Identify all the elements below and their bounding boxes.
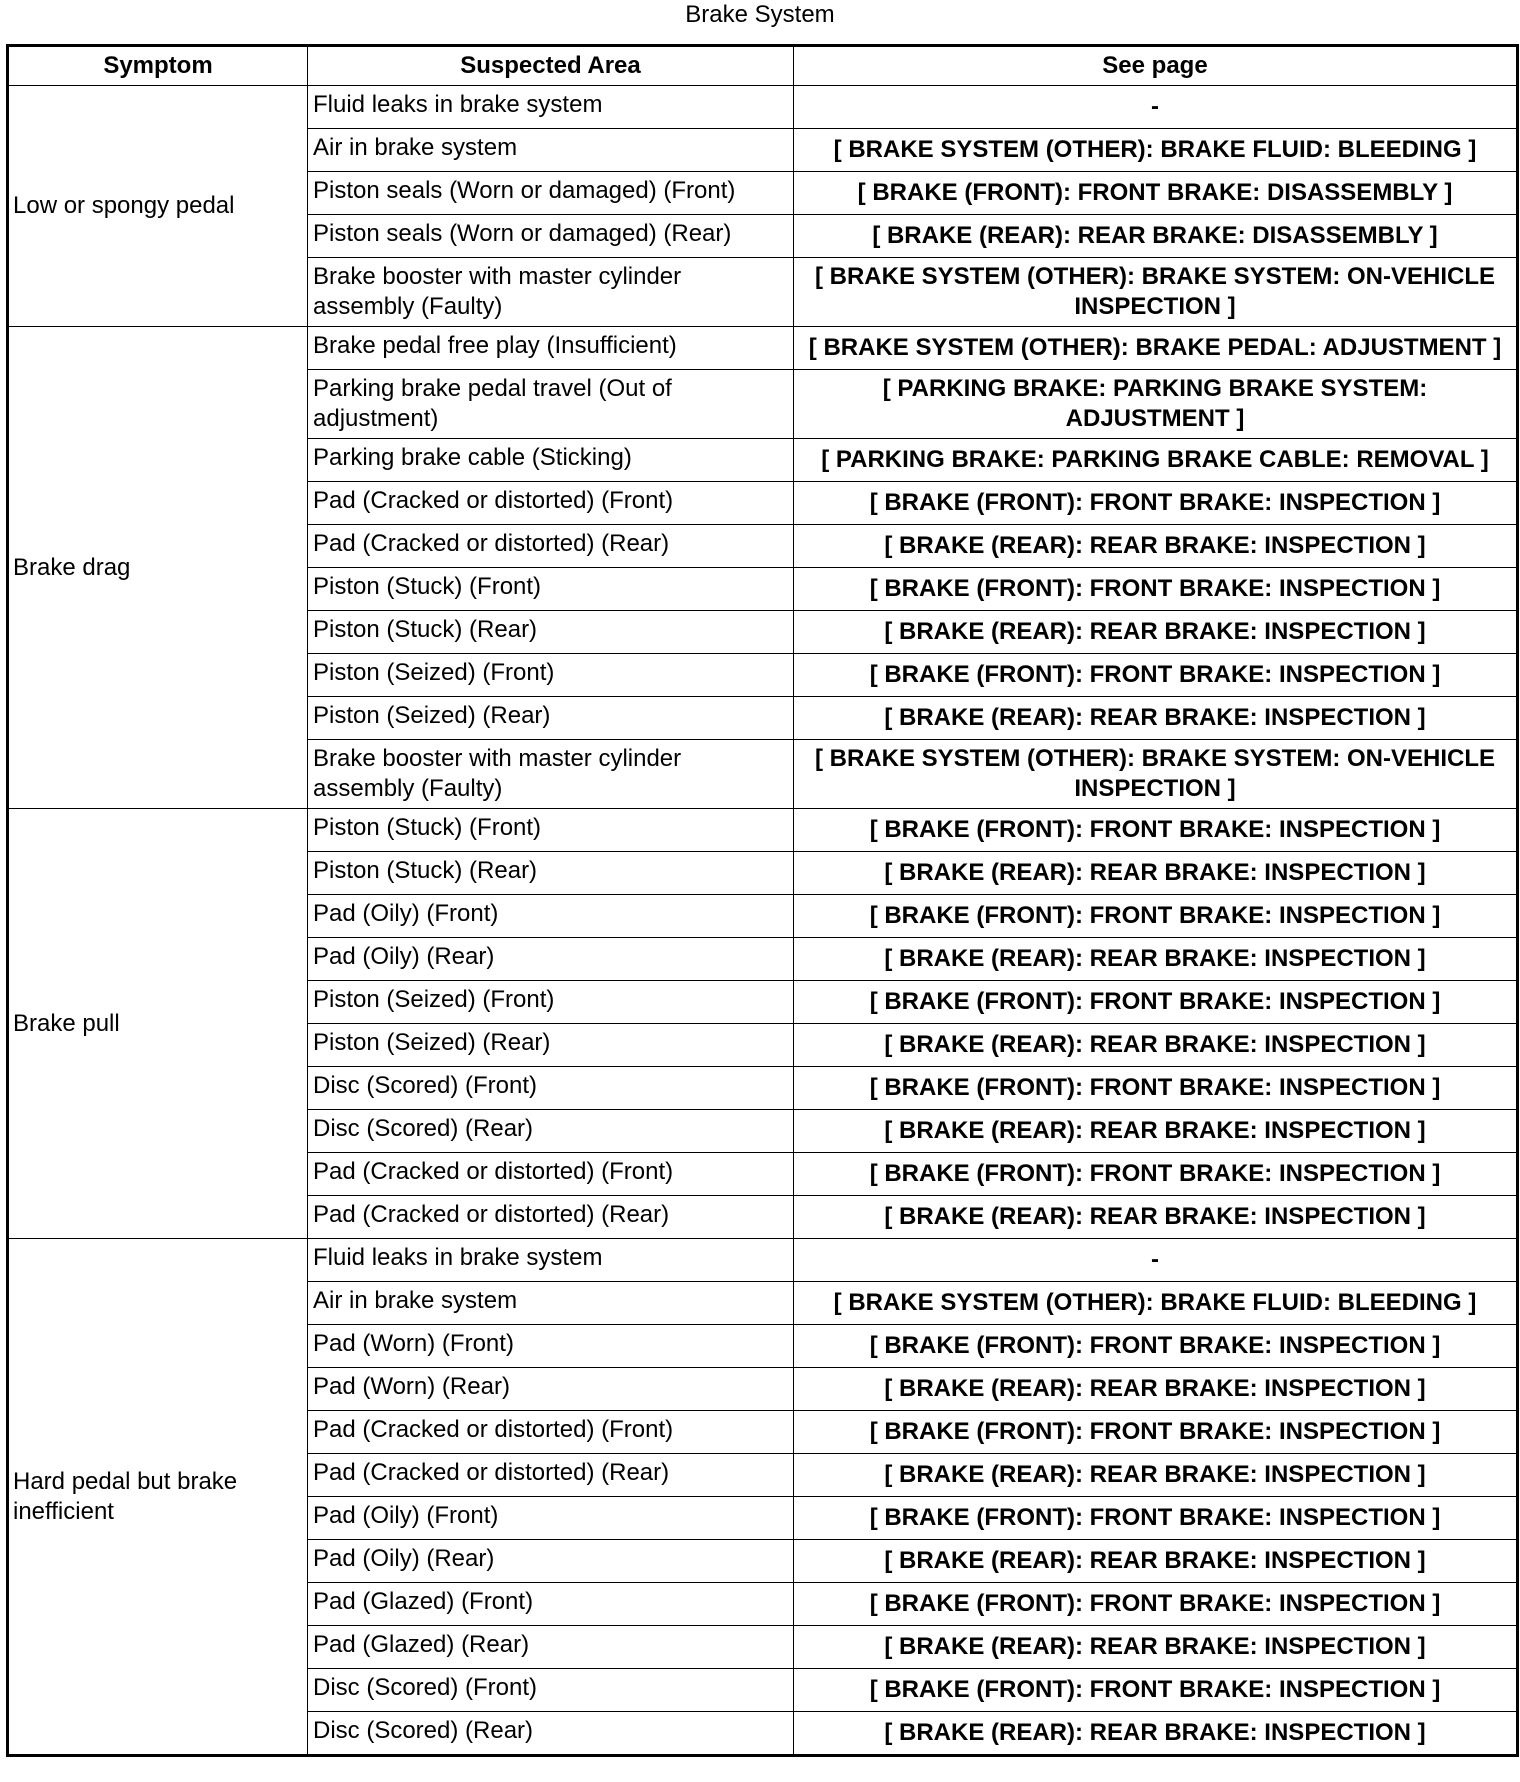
see-page-cell: [ BRAKE (FRONT): FRONT BRAKE: INSPECTION ] xyxy=(794,482,1518,525)
see-page-cell: [ BRAKE (FRONT): FRONT BRAKE: INSPECTION ] xyxy=(794,1669,1518,1712)
suspected-area-cell: Pad (Oily) (Front) xyxy=(308,895,794,938)
symptom-cell: Brake drag xyxy=(8,327,308,809)
suspected-area-cell: Disc (Scored) (Front) xyxy=(308,1067,794,1110)
symptom-cell: Brake pull xyxy=(8,809,308,1239)
see-page-cell: [ BRAKE SYSTEM (OTHER): BRAKE FLUID: BLEEDING ] xyxy=(794,1282,1518,1325)
see-page-cell: [ BRAKE (FRONT): FRONT BRAKE: DISASSEMBLY ] xyxy=(794,172,1518,215)
table-row xyxy=(8,86,1518,129)
see-page-cell: [ BRAKE (REAR): REAR BRAKE: INSPECTION ] xyxy=(794,1454,1518,1497)
see-page-cell: [ BRAKE SYSTEM (OTHER): BRAKE PEDAL: ADJUSTMENT ] xyxy=(794,327,1518,370)
suspected-area-cell: Air in brake system xyxy=(308,1282,794,1325)
see-page-cell: [ BRAKE (REAR): REAR BRAKE: DISASSEMBLY ] xyxy=(794,215,1518,258)
see-page-cell: [ BRAKE (REAR): REAR BRAKE: INSPECTION ] xyxy=(794,1024,1518,1067)
see-page-cell: [ BRAKE (FRONT): FRONT BRAKE: INSPECTION ] xyxy=(794,1583,1518,1626)
see-page-cell: [ BRAKE (REAR): REAR BRAKE: INSPECTION ] xyxy=(794,697,1518,740)
see-page-cell: [ PARKING BRAKE: PARKING BRAKE SYSTEM: ADJUSTMENT ] xyxy=(794,370,1518,439)
suspected-area-cell: Pad (Cracked or distorted) (Front) xyxy=(308,1411,794,1454)
suspected-area-cell: Pad (Worn) (Front) xyxy=(308,1325,794,1368)
suspected-area-cell: Pad (Cracked or distorted) (Rear) xyxy=(308,525,794,568)
suspected-area-cell: Pad (Cracked or distorted) (Rear) xyxy=(308,1196,794,1239)
suspected-area-cell: Piston (Stuck) (Front) xyxy=(308,809,794,852)
suspected-area-cell: Air in brake system xyxy=(308,129,794,172)
see-page-cell: [ BRAKE (FRONT): FRONT BRAKE: INSPECTION ] xyxy=(794,809,1518,852)
header-symptom: Symptom xyxy=(8,46,308,86)
see-page-cell: [ BRAKE (REAR): REAR BRAKE: INSPECTION ] xyxy=(794,852,1518,895)
suspected-area-cell: Piston (Stuck) (Rear) xyxy=(308,852,794,895)
suspected-area-cell: Pad (Oily) (Front) xyxy=(308,1497,794,1540)
see-page-cell: [ BRAKE (FRONT): FRONT BRAKE: INSPECTION ] xyxy=(794,1325,1518,1368)
see-page-cell: [ BRAKE (FRONT): FRONT BRAKE: INSPECTION ] xyxy=(794,1153,1518,1196)
suspected-area-cell: Pad (Cracked or distorted) (Rear) xyxy=(308,1454,794,1497)
suspected-area-cell: Piston seals (Worn or damaged) (Rear) xyxy=(308,215,794,258)
see-page-cell: - xyxy=(794,86,1518,129)
see-page-cell: [ BRAKE (FRONT): FRONT BRAKE: INSPECTION ] xyxy=(794,1067,1518,1110)
see-page-cell: [ BRAKE (REAR): REAR BRAKE: INSPECTION ] xyxy=(794,1626,1518,1669)
see-page-cell: [ BRAKE SYSTEM (OTHER): BRAKE FLUID: BLEEDING ] xyxy=(794,129,1518,172)
suspected-area-cell: Disc (Scored) (Front) xyxy=(308,1669,794,1712)
suspected-area-cell: Disc (Scored) (Rear) xyxy=(308,1110,794,1153)
page-title: Brake System xyxy=(685,1,835,28)
see-page-cell: [ BRAKE (REAR): REAR BRAKE: INSPECTION ] xyxy=(794,938,1518,981)
symptom-cell: Hard pedal but brake inefficient xyxy=(8,1239,308,1756)
suspected-area-cell: Pad (Glazed) (Front) xyxy=(308,1583,794,1626)
see-page-cell: [ BRAKE (REAR): REAR BRAKE: INSPECTION ] xyxy=(794,1196,1518,1239)
see-page-cell: [ BRAKE (REAR): REAR BRAKE: INSPECTION ] xyxy=(794,525,1518,568)
see-page-cell: [ BRAKE (REAR): REAR BRAKE: INSPECTION ] xyxy=(794,1712,1518,1756)
suspected-area-cell: Pad (Oily) (Rear) xyxy=(308,938,794,981)
suspected-area-cell: Piston (Stuck) (Front) xyxy=(308,568,794,611)
suspected-area-cell: Brake booster with master cylinder assembly (Faulty) xyxy=(308,740,794,809)
suspected-area-cell: Piston (Seized) (Rear) xyxy=(308,697,794,740)
see-page-cell: - xyxy=(794,1239,1518,1282)
see-page-cell: [ BRAKE (FRONT): FRONT BRAKE: INSPECTION ] xyxy=(794,981,1518,1024)
suspected-area-cell: Piston (Seized) (Rear) xyxy=(308,1024,794,1067)
see-page-cell: [ BRAKE (REAR): REAR BRAKE: INSPECTION ] xyxy=(794,1368,1518,1411)
suspected-area-cell: Pad (Cracked or distorted) (Front) xyxy=(308,1153,794,1196)
suspected-area-cell: Piston seals (Worn or damaged) (Front) xyxy=(308,172,794,215)
see-page-cell: [ BRAKE (REAR): REAR BRAKE: INSPECTION ] xyxy=(794,1110,1518,1153)
see-page-cell: [ BRAKE (FRONT): FRONT BRAKE: INSPECTION ] xyxy=(794,1497,1518,1540)
suspected-area-cell: Fluid leaks in brake system xyxy=(308,86,794,129)
suspected-area-cell: Disc (Scored) (Rear) xyxy=(308,1712,794,1756)
suspected-area-cell: Pad (Glazed) (Rear) xyxy=(308,1626,794,1669)
suspected-area-cell: Pad (Worn) (Rear) xyxy=(308,1368,794,1411)
suspected-area-cell: Parking brake cable (Sticking) xyxy=(308,439,794,482)
see-page-cell: [ BRAKE (FRONT): FRONT BRAKE: INSPECTION ] xyxy=(794,654,1518,697)
see-page-cell: [ PARKING BRAKE: PARKING BRAKE CABLE: REMOVAL ] xyxy=(794,439,1518,482)
suspected-area-cell: Parking brake pedal travel (Out of adjustment) xyxy=(308,370,794,439)
header-see-page: See page xyxy=(794,46,1518,86)
table-row xyxy=(8,1239,1518,1282)
suspected-area-cell: Piston (Stuck) (Rear) xyxy=(308,611,794,654)
see-page-cell: [ BRAKE (REAR): REAR BRAKE: INSPECTION ] xyxy=(794,1540,1518,1583)
suspected-area-cell: Pad (Cracked or distorted) (Front) xyxy=(308,482,794,525)
suspected-area-cell: Fluid leaks in brake system xyxy=(308,1239,794,1282)
header-suspected-area: Suspected Area xyxy=(308,46,794,86)
see-page-cell: [ BRAKE (FRONT): FRONT BRAKE: INSPECTION ] xyxy=(794,568,1518,611)
see-page-cell: [ BRAKE (FRONT): FRONT BRAKE: INSPECTION ] xyxy=(794,1411,1518,1454)
see-page-cell: [ BRAKE (FRONT): FRONT BRAKE: INSPECTION ] xyxy=(794,895,1518,938)
see-page-cell: [ BRAKE (REAR): REAR BRAKE: INSPECTION ] xyxy=(794,611,1518,654)
symptom-table xyxy=(6,44,1519,1757)
symptom-cell: Low or spongy pedal xyxy=(8,86,308,327)
see-page-cell: [ BRAKE SYSTEM (OTHER): BRAKE SYSTEM: ON-VEHICLE INSPECTION ] xyxy=(794,740,1518,809)
suspected-area-cell: Piston (Seized) (Front) xyxy=(308,981,794,1024)
suspected-area-cell: Pad (Oily) (Rear) xyxy=(308,1540,794,1583)
table-row xyxy=(8,809,1518,852)
table-body xyxy=(8,86,1518,1756)
table-row xyxy=(8,327,1518,370)
header-row xyxy=(8,46,1518,86)
suspected-area-cell: Brake booster with master cylinder assembly (Faulty) xyxy=(308,258,794,327)
suspected-area-cell: Piston (Seized) (Front) xyxy=(308,654,794,697)
see-page-cell: [ BRAKE SYSTEM (OTHER): BRAKE SYSTEM: ON-VEHICLE INSPECTION ] xyxy=(794,258,1518,327)
suspected-area-cell: Brake pedal free play (Insufficient) xyxy=(308,327,794,370)
